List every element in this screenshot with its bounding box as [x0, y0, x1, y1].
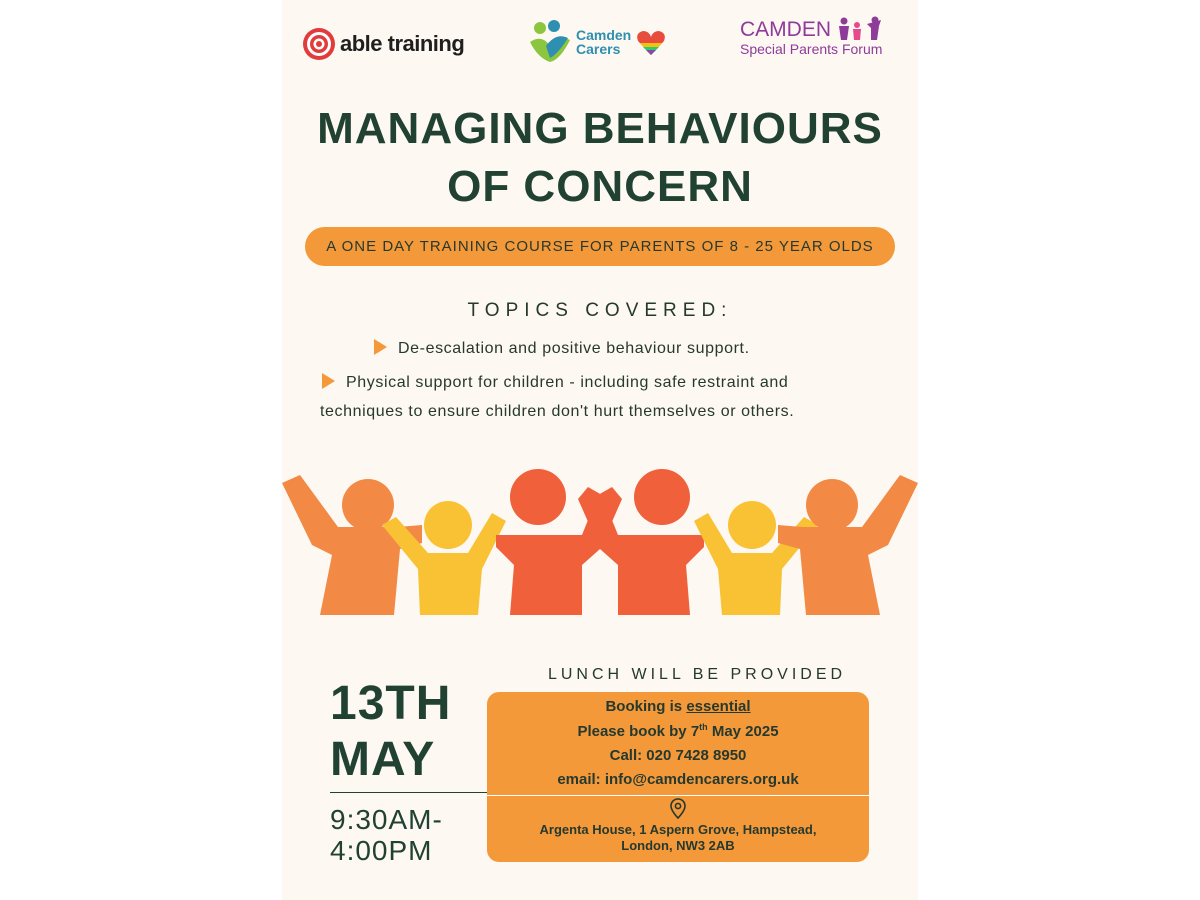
subtitle-text: A ONE DAY TRAINING COURSE FOR PARENTS OF 8 - 25 YEAR OLDS: [326, 238, 874, 255]
title-line1: MANAGING BEHAVIOURS: [317, 104, 883, 153]
topic-item-2: Physical support for children - including safe restraint and: [322, 369, 788, 397]
booking-essential: Booking is essential: [605, 698, 751, 715]
spf-line1: CAMDEN: [740, 16, 883, 41]
person-figure: [778, 475, 918, 615]
play-bullet-icon: [322, 373, 335, 389]
carers-people-icon: [528, 20, 574, 64]
carers-line2: Carers: [576, 41, 621, 57]
poster: [282, 0, 918, 900]
booking-deadline: Please book by 7th May 2025: [577, 722, 779, 740]
location-pin-icon: [669, 798, 687, 820]
topic-item-2-cont: techniques to ensure children don't hurt themselves or others.: [320, 403, 795, 420]
venue-address: [487, 822, 869, 854]
address-line2: London, NW3 2AB: [621, 838, 735, 853]
time-end: 4:00PM: [330, 835, 433, 866]
person-figure: [694, 501, 818, 615]
address-line1: Argenta House, 1 Aspern Grove, Hampstead,: [539, 822, 817, 837]
able-training-logo: [302, 27, 464, 61]
able-training-text: able training: [340, 31, 465, 56]
time-start: 9:30AM-: [330, 804, 443, 835]
event-date: [330, 676, 451, 788]
people-holding-hands-illustration: [282, 465, 918, 625]
target-icon: [302, 27, 336, 61]
date-divider: [330, 792, 490, 793]
date-day: 13TH: [330, 677, 452, 730]
booking-box: [487, 692, 869, 862]
event-time: [330, 804, 443, 866]
family-icon: [837, 16, 883, 40]
booking-phone[interactable]: Call: 020 7428 8950: [609, 747, 747, 764]
subtitle-banner: [305, 227, 895, 266]
person-figure: [382, 501, 506, 615]
camden-carers-logo: [528, 20, 667, 64]
topics-heading: TOPICS COVERED:: [467, 300, 733, 321]
title-line2: OF CONCERN: [447, 162, 753, 211]
carers-line1: Camden: [576, 27, 632, 43]
booking-email[interactable]: email: info@camdencarers.org.uk: [557, 771, 799, 788]
spf-line2: Special Parents Forum: [740, 41, 883, 57]
booking-separator: [487, 795, 869, 796]
topic-item-1: De-escalation and positive behaviour support.: [374, 335, 750, 363]
date-month: MAY: [330, 733, 436, 786]
special-parents-forum-logo: [740, 16, 883, 57]
play-bullet-icon: [374, 339, 387, 355]
lunch-note: LUNCH WILL BE PROVIDED: [547, 666, 847, 683]
rainbow-heart-icon: [635, 27, 667, 57]
page-title: [282, 100, 918, 216]
